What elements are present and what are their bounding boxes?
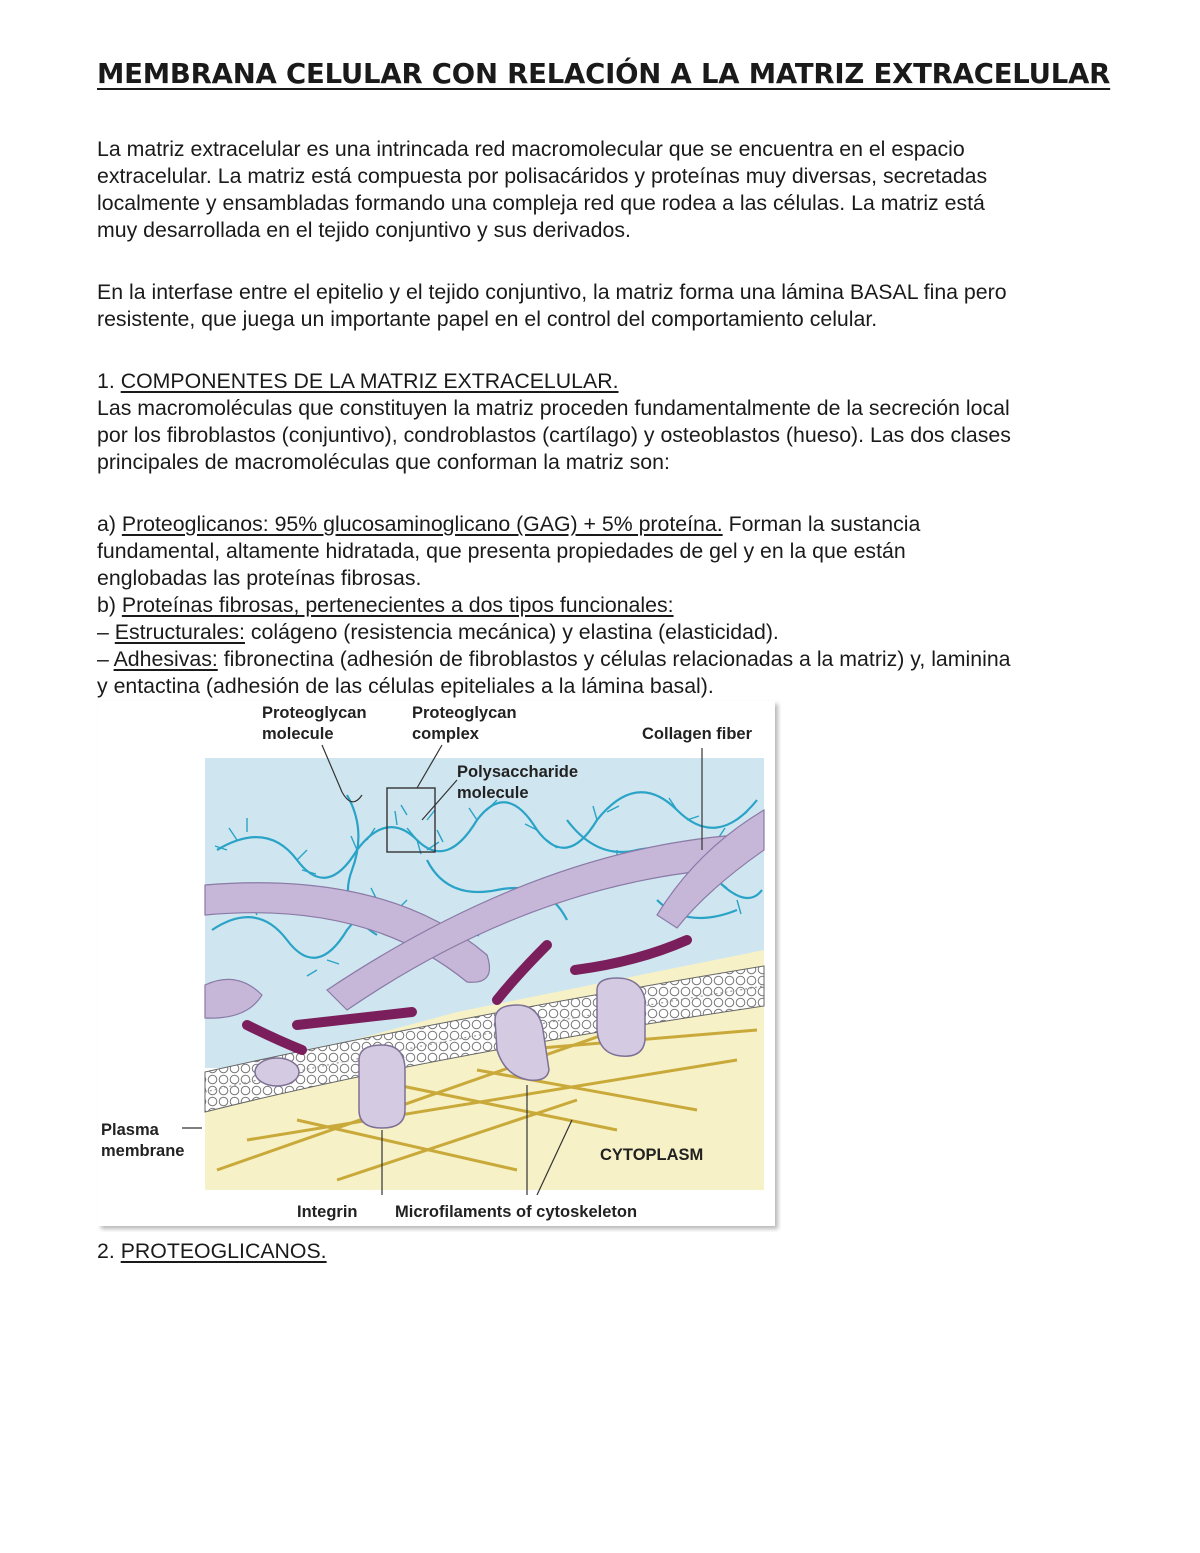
integrin [359, 1045, 405, 1128]
text-line: y entactina (adhesión de las células epiteliales a la lámina basal). [97, 674, 714, 698]
section-number: 1. [97, 369, 121, 393]
text-line: fundamental, altamente hidratada, que presenta propiedades de gel y en la que están [97, 539, 906, 563]
text-line: Forman la sustancia [722, 512, 921, 536]
page-title: MEMBRANA CELULAR CON RELACIÓN A LA MATRIZ EXTRACELULAR [97, 58, 1111, 90]
label-plasma-membrane: Plasma [101, 1121, 159, 1139]
label-proteoglycan-complex: complex [412, 725, 479, 743]
text-line: por los fibroblastos (conjuntivo), condroblastos (cartílago) y osteoblastos (hueso). Las dos clases [97, 423, 1011, 447]
intro-paragraph [97, 136, 1117, 244]
label-integrin: Integrin [297, 1203, 358, 1221]
text-line: Las macromoléculas que constituyen la matriz proceden fundamentalmente de la secreción local [97, 396, 1010, 420]
text-line: muy desarrollada en el tejido conjuntivo y sus derivados. [97, 218, 631, 242]
label-polysaccharide-molecule: Polysaccharide [457, 763, 579, 781]
label-proteoglycan-molecule: molecule [262, 725, 334, 743]
section-number: 2. [97, 1239, 121, 1263]
adhesivas-label: Adhesivas: [113, 647, 218, 671]
item-b-heading: Proteínas fibrosas, pertenecientes a dos tipos funcionales: [121, 593, 674, 617]
text-line: principales de macromoléculas que conforman la matriz son: [97, 450, 670, 474]
text-line: fibronectina (adhesión de fibroblastos y células relacionadas a la matriz) y, laminina [217, 647, 1011, 671]
integrin [597, 978, 645, 1056]
item-a-heading: Proteoglicanos: 95% glucosaminoglicano (GAG) + 5% proteína. [121, 512, 723, 536]
integrin [255, 1058, 299, 1086]
section-heading: PROTEOGLICANOS. [120, 1239, 327, 1263]
basal-lamina-paragraph [97, 279, 1117, 333]
text-line: La matriz extracelular es una intrincada red macromolecular que se encuentra en el espacio [97, 137, 965, 161]
label-proteoglycan-complex: Proteoglycan [412, 704, 517, 722]
label-collagen-fiber: Collagen fiber [642, 725, 753, 743]
text-line: En la interfase entre el epitelio y el tejido conjuntivo, la matriz forma una lámina BASAL fina pero [97, 280, 1007, 304]
dash: – [97, 620, 115, 644]
label-polysaccharide-molecule: molecule [457, 784, 529, 802]
label-proteoglycan-molecule: Proteoglycan [262, 704, 367, 722]
section-1 [97, 368, 1117, 476]
components-list [97, 511, 1117, 700]
label-cytoplasm: CYTOPLASM [600, 1146, 704, 1164]
text-line: resistente, que juega un importante papel en el control del comportamiento celular. [97, 307, 878, 331]
ecm-diagram-svg [97, 700, 781, 1232]
section-2 [97, 1238, 1117, 1265]
label-plasma-membrane: membrane [101, 1142, 185, 1160]
ecm-diagram [97, 700, 781, 1232]
label-microfilaments: Microfilaments of cytoskeleton [395, 1203, 638, 1221]
text-line: extracelular. La matriz está compuesta por polisacáridos y proteínas muy diversas, secretadas [97, 164, 988, 188]
text-line: englobadas las proteínas fibrosas. [97, 566, 422, 590]
item-prefix: a) [97, 512, 122, 536]
dash: – [97, 647, 114, 671]
text-line: colágeno (resistencia mecánica) y elastina (elasticidad). [244, 620, 779, 644]
text-line: localmente y ensambladas formando una compleja red que rodea a las células. La matriz está [97, 191, 985, 215]
item-prefix: b) [97, 593, 122, 617]
section-heading: COMPONENTES DE LA MATRIZ EXTRACELULAR. [120, 369, 619, 393]
estructurales-label: Estructurales: [114, 620, 245, 644]
